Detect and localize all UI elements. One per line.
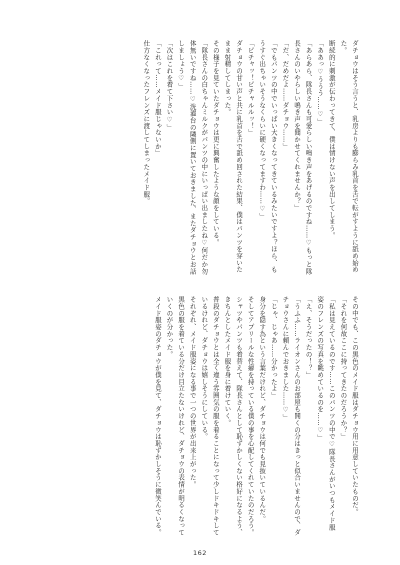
text-block-bottom: その中でも、この黒色のメイド服はダチョウ用に用意していたものだ。 「それを何故ここに持ってきたのだろうか？」 「私は見えているのです……このパンツの中で♡隊長さんがいつもメイド服姿のフレンズの写真を眺めているのを……♡」 「え、そうだったの！？」 「うふふ……ライオンさんのお部屋も開くの分はきっと似合いませんので、ダチョウさんに頼んでおきました……♡」 「じゃ、じゃあ……分かったよ」 身分を隠す為という言葉だけれど、ダチョウは何でも見抜いているんだ。 そしてアプリールな性癖を持っている僕の事を心配してくれていたのだろう。シャツやパンツも着替えて、隊長さんとして恥ずかしくない格好になるよう、きちんとしたメイド服を身に着けていく。 普段のダチョウとは全く違う雰囲気の服を着ることになって少しドキドキしているけれど、ダチョウは嬉しそうにしている。 それぞれ、メイド服姿になる事で一つの世界が出来上がった。 黒色の服を着ている分だけ目立たないけれど、ダチョウの表情が明るくなっていくのが分かった。 メイド服姿のダチョウが僕を見て、ダチョウは恥ずかしそうに微笑んでいる。 (153, 296, 359, 536)
page-number: 162 (193, 549, 207, 557)
text-block-top: ダチョウはそう言うと、乳房よりも膨らみ乳首を舌で転がすように舐め始めた。 断続的に刺激が伝わってきて、僕は情けない声を出してしまう。 「ああっ♡ううう……♡」 「あらあら、隊長さんも可愛らしい鳴き声をあげるのですね……♡もっと隊長さんのいやらしい鳴き声を聞かせてくれませんか？」 「だ、だめだよ……ダチョウ……」 「でもパンツの中でいっぱい大きくなってきているみたいですよ？ほら、もうすぐ出ちゃいそうなくらいに硬くなってますわ……♡」 「ピチャッ！ピチャルルッ！」 ダチョウの甘い声と共に乳首を舌で舐め回された結果、僕はパンツを穿いたまま射精してしまった。 その様子を見ていたダチョウは更に興奮したような顔をしている。 「隊長さんの白ちゃんミルクがパンツの中にいっぱい出ましたね♡何だか勿体無いですね……♡洗濯台の隣側に置いておきました、またダチョウとお話しましょう♡」 「次はこれを着て下さい♡」 「これって……メイド服じゃないか」 仕方なくなったフレンズに渡してしまったメイド服。 (142, 40, 359, 275)
